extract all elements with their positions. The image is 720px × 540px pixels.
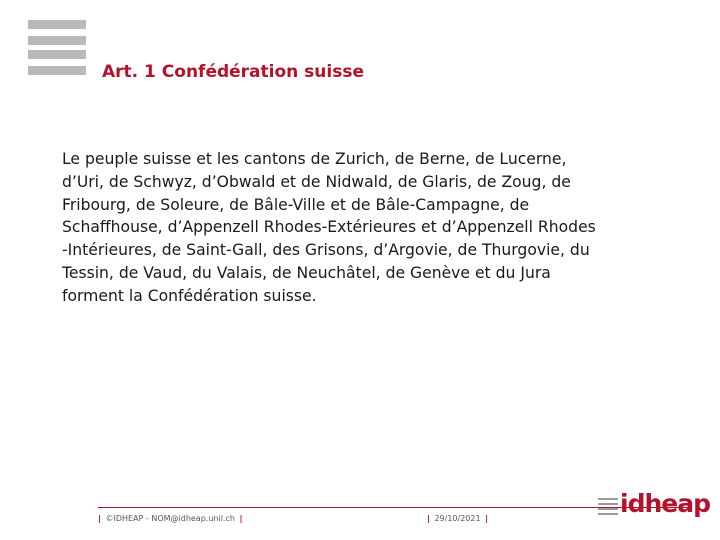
body-line: Le peuple suisse et les cantons de Zurich, de Berne, de Lucerne, (62, 150, 567, 168)
footer-separator: | (427, 514, 430, 523)
footer-separator: | (239, 514, 243, 523)
body-line: d’Uri, de Schwyz, d’Obwald et de Nidwald, de Glaris, de Zoug, de (62, 172, 571, 191)
logo-stripe-icon (598, 508, 618, 510)
logo-stripe-icon (598, 503, 618, 505)
body-line: Schaffhouse, d’Appenzell Rhodes-Extérieures et d’Appenzell Rhodes (62, 218, 596, 237)
slide-title: Art. 1 Confédération suisse (102, 62, 364, 82)
footer-date (425, 514, 490, 523)
footer-date-text: 29/10/2021 (434, 514, 481, 523)
logo-wordmark: idheap (620, 489, 710, 518)
footer-separator: | (485, 514, 489, 523)
body-line: Fribourg, de Soleure, de Bâle-Ville et de Bâle-Campagne, de (62, 195, 530, 214)
footer-separator: | (98, 514, 101, 523)
body-line: forment la Confédération suisse. (62, 286, 317, 305)
footer-copyright (96, 514, 244, 523)
logo-stripe-icon (598, 513, 618, 515)
body-line: Tessin, de Vaud, du Valais, de Neuchâtel, de Genève et du Jura (62, 263, 551, 282)
footer-copyright-text: ©IDHEAP - NOM@idheap.unil.ch (105, 514, 235, 523)
idheap-logo (598, 489, 710, 522)
slide-body (62, 148, 702, 308)
body-line: -Intérieures, de Saint-Gall, des Grisons, d’Argovie, de Thurgovie, du (62, 241, 590, 260)
logo-stripe-icon (598, 498, 618, 500)
